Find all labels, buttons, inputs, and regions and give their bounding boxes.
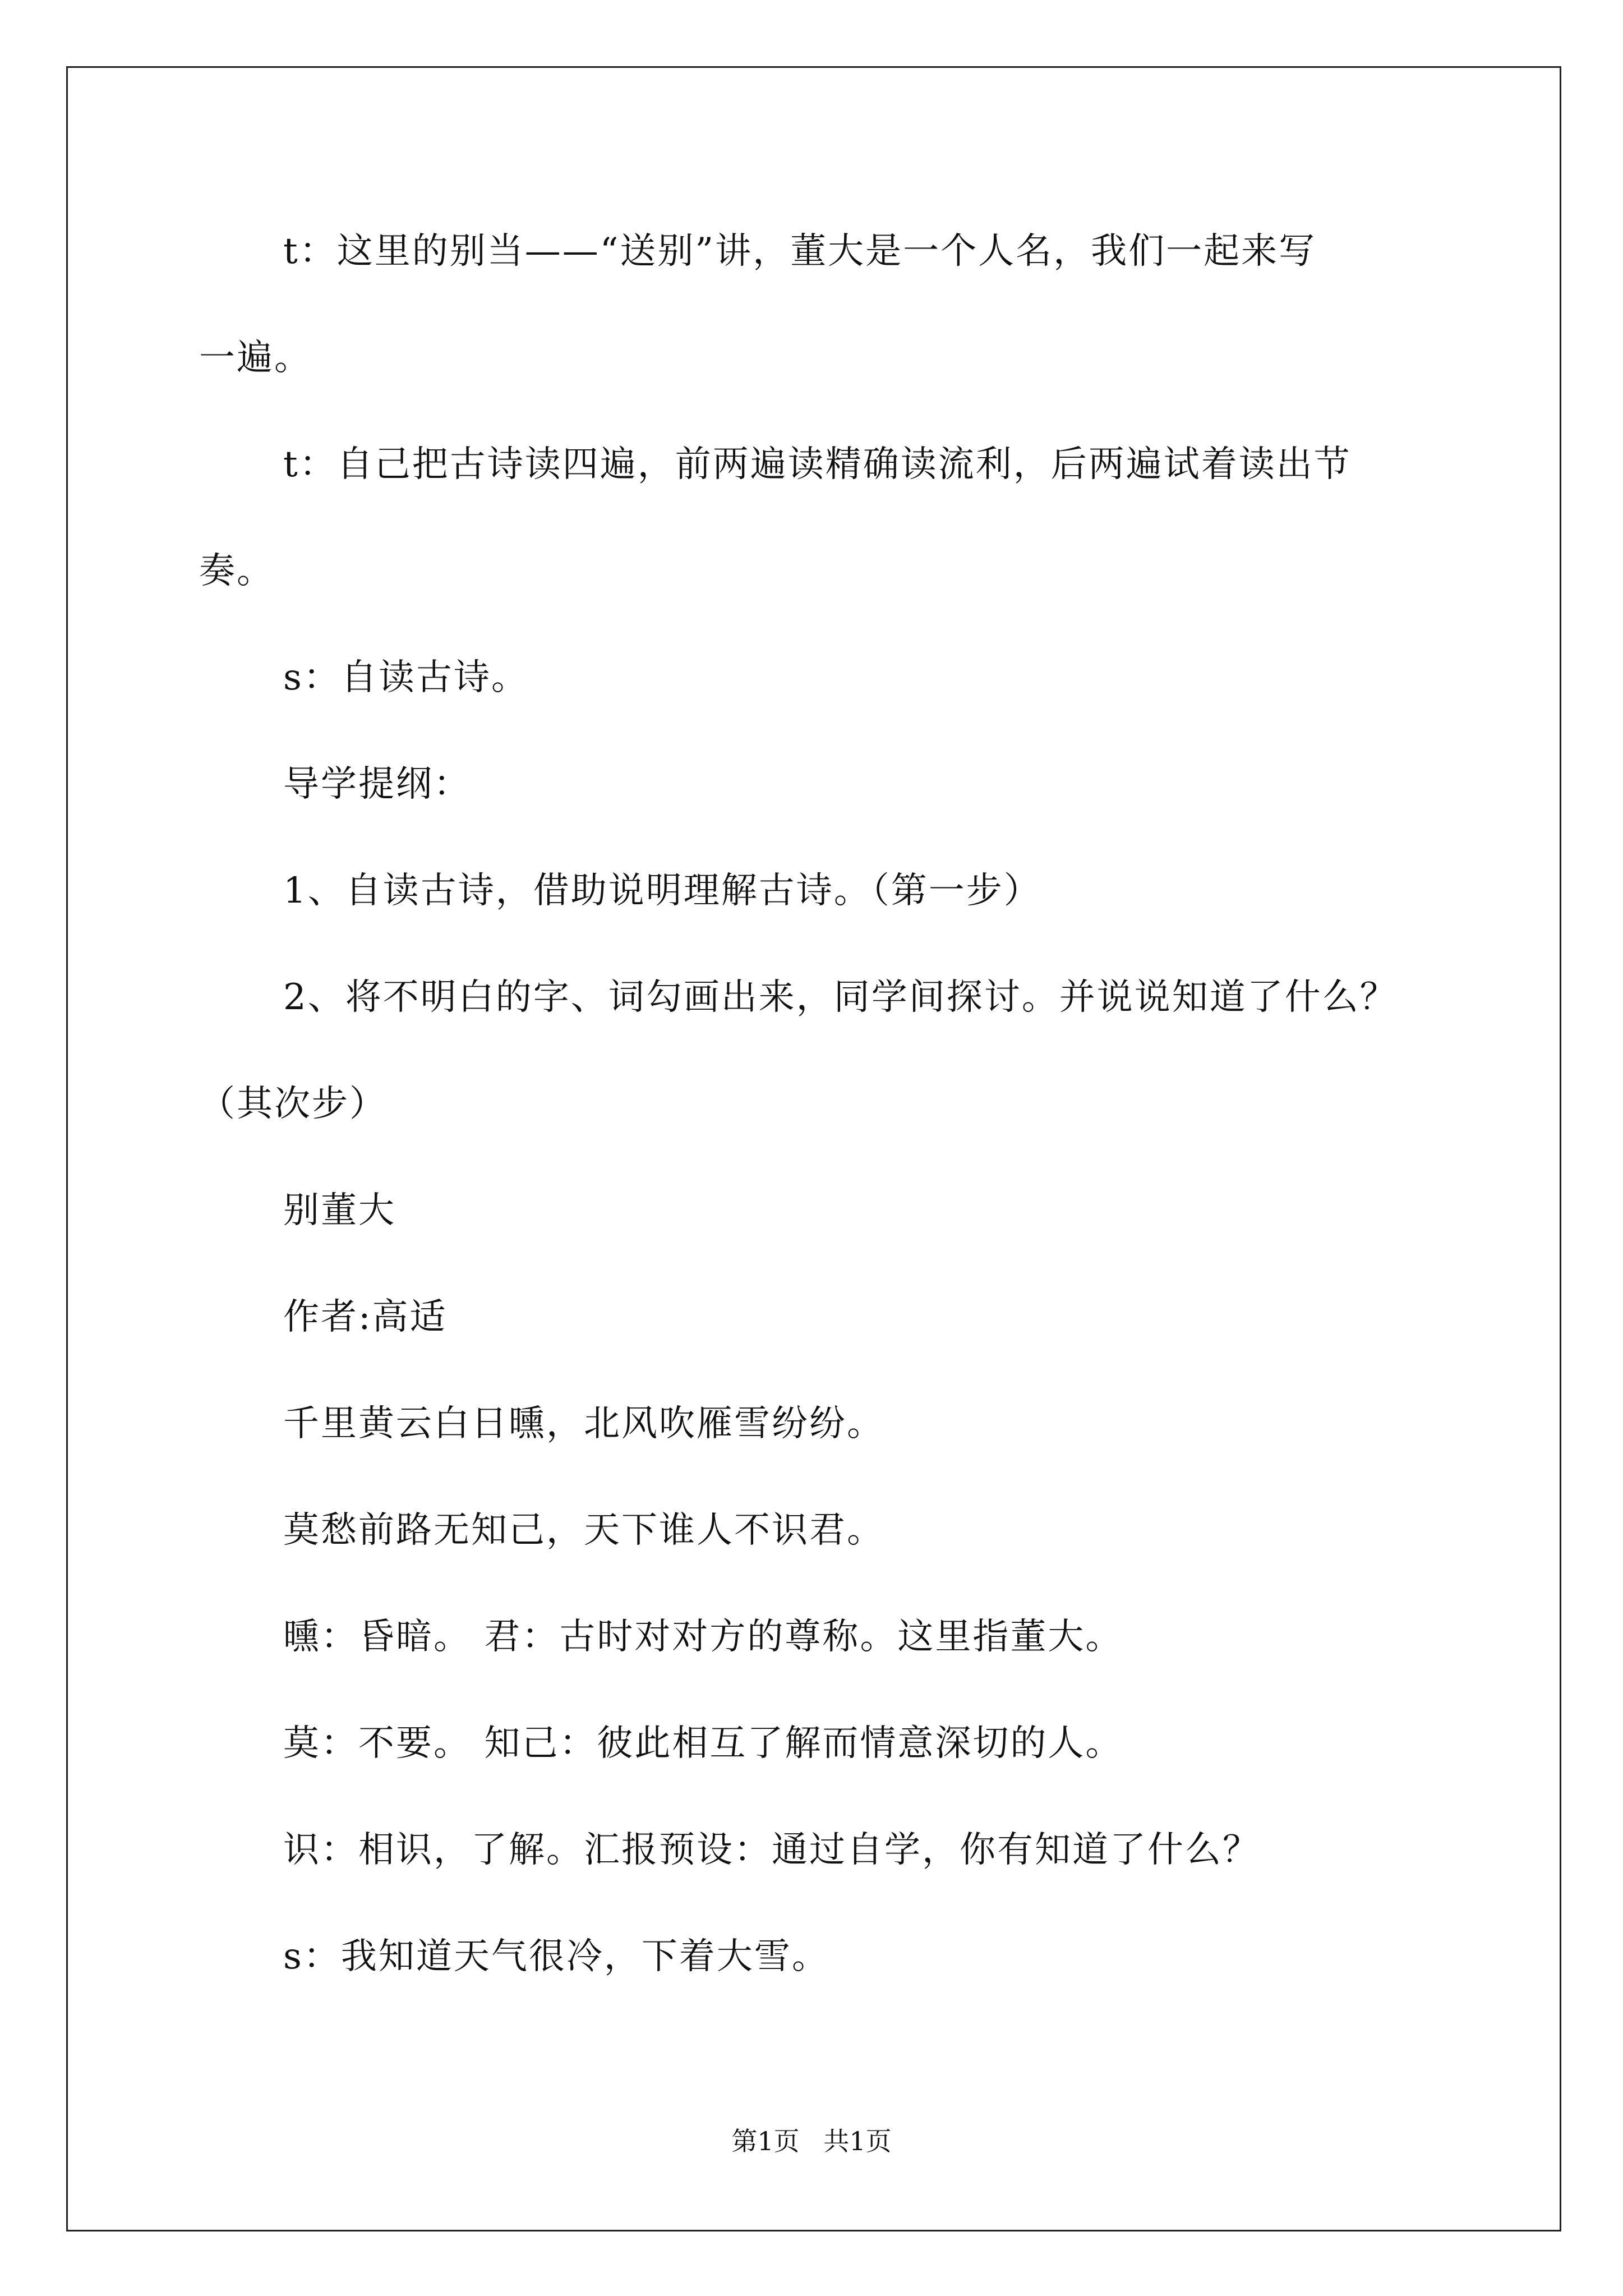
poem-line: 莫愁前路无知己，天下谁人不识君。 (283, 1510, 884, 1551)
poem-title: 别董大 (283, 1190, 396, 1231)
paragraph: （其次步） (199, 1083, 387, 1125)
paragraph: t：这里的别当——“送别”讲，董大是一个人名，我们一起来写 (283, 231, 1317, 272)
paragraph: 1、自读古诗，借助说明理解古诗。（第一步） (283, 870, 1041, 912)
paragraph: 一遍。 (199, 337, 312, 379)
paragraph: 奏。 (199, 550, 274, 592)
paragraph: 2、将不明白的字、词勾画出来，同学间探讨。并说说知道了什么？ (283, 977, 1398, 1018)
paragraph: 导学提纲： (283, 763, 471, 805)
page-border (66, 66, 1561, 2231)
paragraph: 识：相识，了解。汇报预设：通过自学，你有知道了什么？ (283, 1829, 1260, 1871)
paragraph: 莫：不要。 知己：彼此相互了解而情意深切的人。 (283, 1723, 1123, 1764)
page-footer (0, 2127, 1623, 2155)
paragraph: 曛：昏暗。 君：古时对对方的尊称。这里指董大。 (283, 1616, 1123, 1658)
paragraph: s：我知道天气很冷，下着大雪。 (283, 1936, 829, 1977)
page-total: 共1页 (823, 2126, 892, 2156)
paragraph: s：自读古诗。 (283, 657, 529, 698)
poem-line: 千里黄云白日曛，北风吹雁雪纷纷。 (283, 1403, 884, 1444)
page-number: 第1页 (731, 2126, 800, 2156)
paragraph: t：自己把古诗读四遍，前两遍读精确读流利，后两遍试着读出节 (283, 444, 1352, 485)
poem-author: 作者:高适 (283, 1296, 448, 1338)
